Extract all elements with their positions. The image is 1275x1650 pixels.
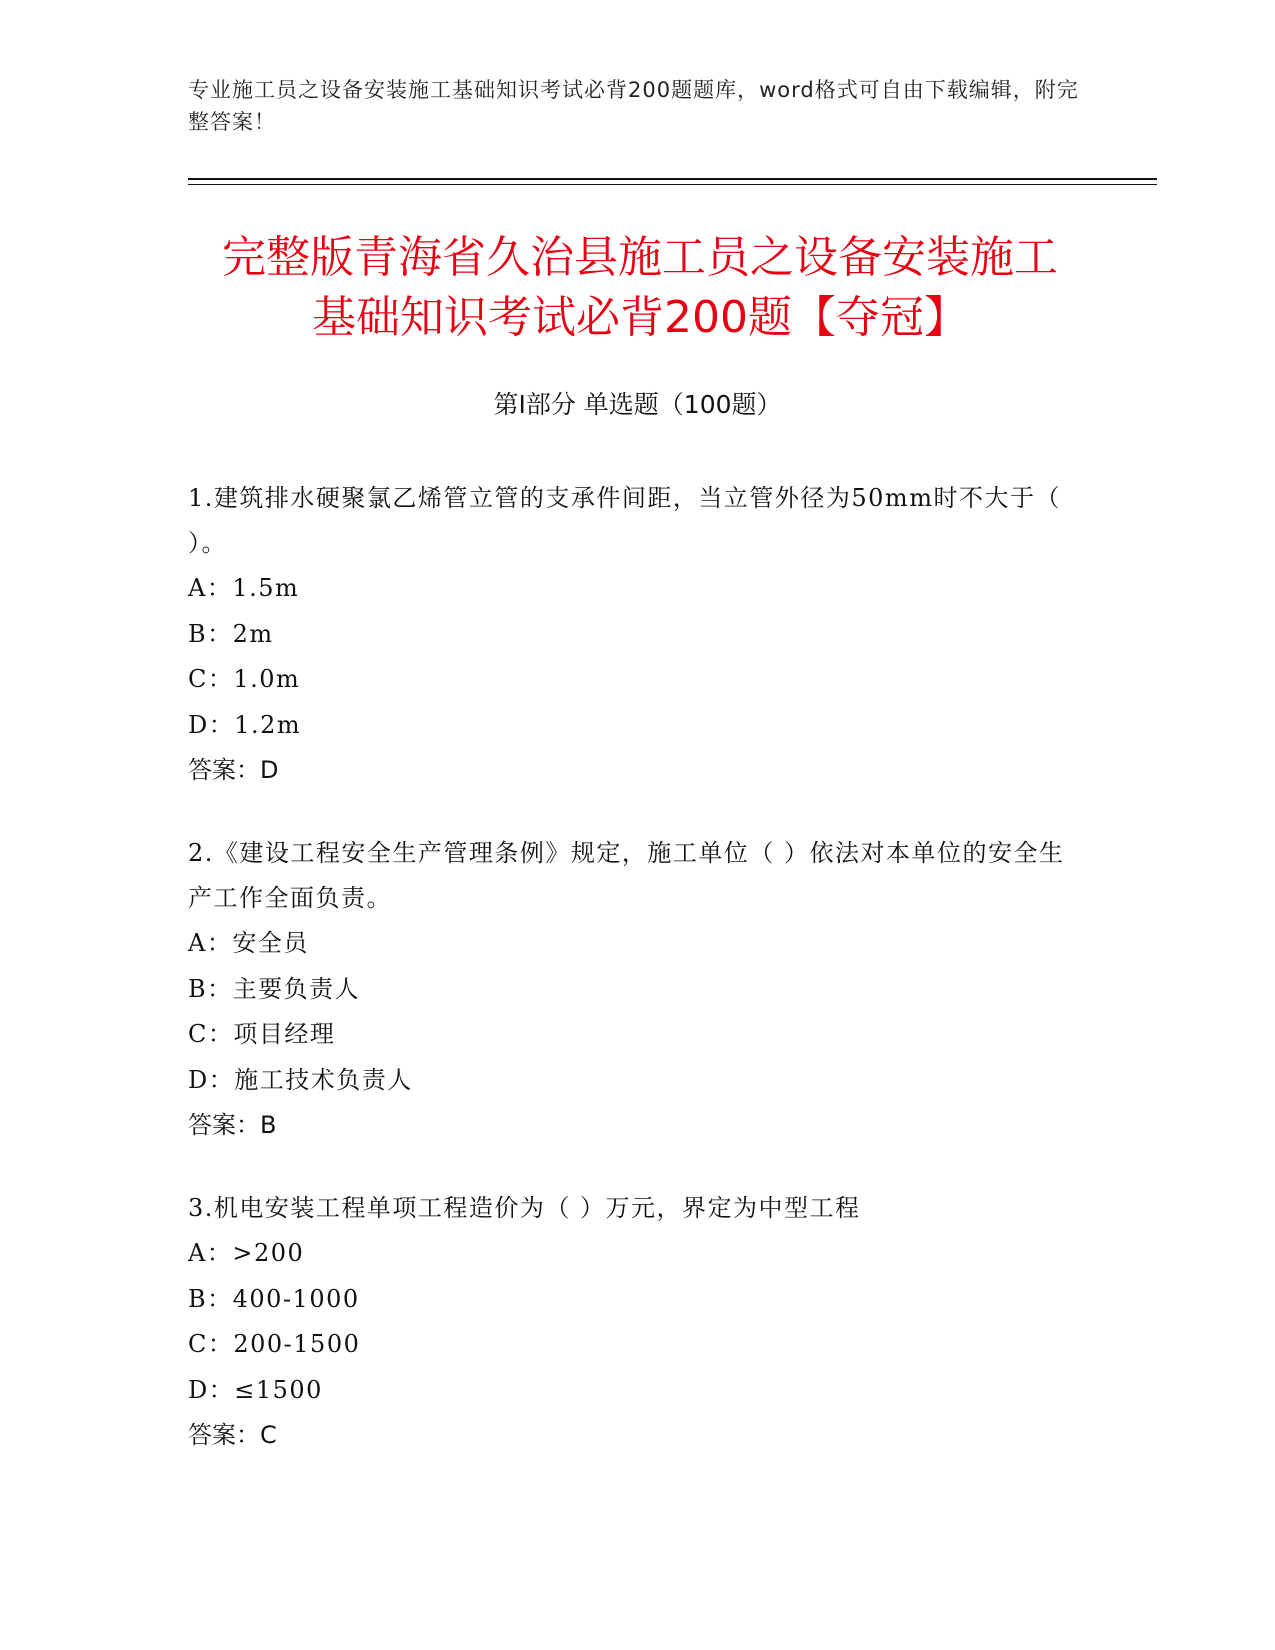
header-divider-thin [188, 184, 1157, 185]
section-heading: 第Ⅰ部分 单选题（100题） [493, 390, 782, 419]
question-spacer [188, 1148, 1068, 1186]
option-a: A：1.5m [188, 574, 300, 602]
option-b: B：2m [188, 619, 274, 648]
header-note: 专业施工员之设备安装施工基础知识考试必背200题题库，word格式可自由下载编辑，附完整答案！ [188, 78, 1079, 134]
option-b: B：主要负责人 [188, 974, 361, 1003]
option-d: D：施工技术负责人 [188, 1065, 413, 1094]
header-divider-thick [188, 178, 1157, 180]
document-title-line-1: 完整版青海省久治县施工员之设备安装施工 [222, 232, 1058, 283]
option-c: C：1.0m [188, 665, 301, 693]
option-d: D：1.2m [188, 710, 302, 739]
option-c: C：200-1500 [188, 1330, 361, 1358]
document-title-line-2: 基础知识考试必背200题【夺冠】 [312, 292, 968, 343]
question-1 [188, 476, 1068, 793]
option-b: B：400-1000 [188, 1284, 360, 1313]
question-stem: 3.机电安装工程单项工程造价为（ ）万元，界定为中型工程 [188, 1194, 861, 1222]
document-title [160, 228, 1120, 348]
question-spacer [188, 793, 1068, 831]
question-stem: 2.《建设工程安全生产管理条例》规定，施工单位（ ）依法对本单位的安全生产工作全面负责。 [188, 839, 1065, 912]
option-a: A：>200 [188, 1239, 305, 1267]
question-stem: 1.建筑排水硬聚氯乙烯管立管的支承件间距，当立管外径为50mm时不大于（ ）。 [188, 484, 1061, 557]
answer-label: 答案：D [188, 756, 279, 784]
answer-label: 答案：C [188, 1421, 277, 1449]
question-3 [188, 1186, 1068, 1458]
question-list [188, 476, 1068, 1458]
option-c: C：项目经理 [188, 1020, 336, 1048]
answer-label: 答案：B [188, 1111, 277, 1139]
question-2 [188, 831, 1068, 1148]
option-a: A：安全员 [188, 929, 309, 957]
option-d: D：≤1500 [188, 1375, 323, 1404]
